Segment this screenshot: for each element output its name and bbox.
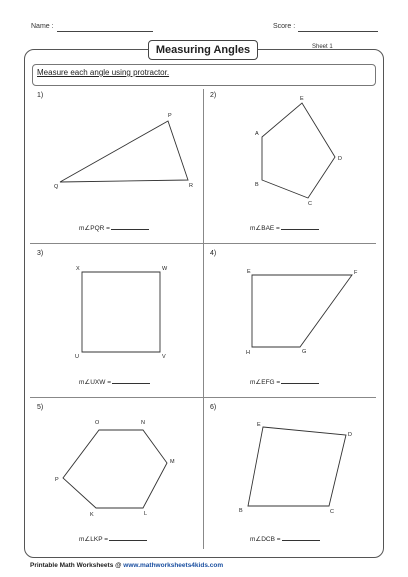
- vertex-label: E: [257, 422, 261, 428]
- hexagon-klmnop: [63, 430, 167, 508]
- vertex-label: B: [255, 182, 259, 188]
- answer-5-blank[interactable]: [109, 540, 147, 541]
- problem-4-number: 4): [210, 250, 217, 257]
- score-label: Score :: [273, 23, 296, 30]
- vertex-label: G: [302, 349, 307, 355]
- square-uvwx: [82, 272, 160, 352]
- vertex-label: P: [168, 113, 172, 119]
- answer-6: [250, 535, 320, 543]
- problem-6-number: 6): [210, 404, 217, 411]
- vertex-label: P: [55, 477, 59, 483]
- answer-4-label: m∠EFG =: [250, 379, 281, 386]
- quadrilateral-bcde: [248, 427, 346, 506]
- answer-3-label: m∠UXW =: [79, 379, 112, 386]
- answer-1-label: m∠PQR =: [79, 225, 110, 232]
- vertex-label: C: [330, 509, 334, 515]
- vertex-label: N: [141, 420, 145, 426]
- footer: [30, 562, 223, 569]
- answer-6-label: m∠DCB =: [250, 536, 281, 543]
- problem-2-number: 2): [210, 92, 217, 99]
- vertex-label: X: [76, 266, 80, 272]
- answer-2: [250, 224, 319, 232]
- page-title: Measuring Angles: [148, 40, 258, 60]
- answer-5-label: m∠LKP =: [79, 536, 109, 543]
- answer-3: [79, 378, 150, 386]
- footer-prefix: Printable Math Worksheets @: [30, 562, 122, 569]
- vertex-label: E: [247, 269, 251, 275]
- trapezoid-efgh: [252, 275, 352, 347]
- triangle-pqr: [60, 121, 188, 182]
- vertex-label: R: [189, 183, 193, 189]
- answer-3-blank[interactable]: [112, 383, 150, 384]
- vertex-label: H: [246, 350, 250, 356]
- vertex-label: V: [162, 354, 166, 360]
- vertex-label: E: [300, 96, 304, 102]
- problem-1-number: 1): [37, 92, 44, 99]
- answer-4: [250, 378, 319, 386]
- vertex-label: L: [144, 511, 148, 517]
- vertex-label: W: [162, 266, 168, 272]
- answer-1-blank[interactable]: [111, 229, 149, 230]
- vertex-label: D: [348, 432, 352, 438]
- vertex-label: M: [170, 459, 175, 465]
- vertex-label: U: [75, 354, 79, 360]
- vertex-label: F: [354, 270, 358, 276]
- answer-2-blank[interactable]: [281, 229, 319, 230]
- vertex-label: Q: [54, 184, 59, 190]
- vertex-label: O: [95, 420, 100, 426]
- pentagon-abcde: [262, 103, 335, 198]
- answer-1: [79, 224, 149, 232]
- vertex-label: D: [338, 156, 342, 162]
- instruction-text: Measure each angle using protractor.: [37, 68, 170, 77]
- name-label: Name :: [31, 23, 54, 30]
- vertex-label: B: [239, 508, 243, 514]
- answer-4-blank[interactable]: [281, 383, 319, 384]
- vertex-label: A: [255, 131, 259, 137]
- vertex-label: C: [308, 201, 312, 207]
- answer-2-label: m∠BAE =: [250, 225, 280, 232]
- problem-5-number: 5): [37, 404, 44, 411]
- footer-url[interactable]: www.mathworksheets4kids.com: [123, 562, 224, 569]
- answer-6-blank[interactable]: [282, 540, 320, 541]
- vertex-label: K: [90, 512, 94, 518]
- problem-3-number: 3): [37, 250, 44, 257]
- answer-5: [79, 535, 147, 543]
- sheet-label: Sheet 1: [312, 44, 333, 50]
